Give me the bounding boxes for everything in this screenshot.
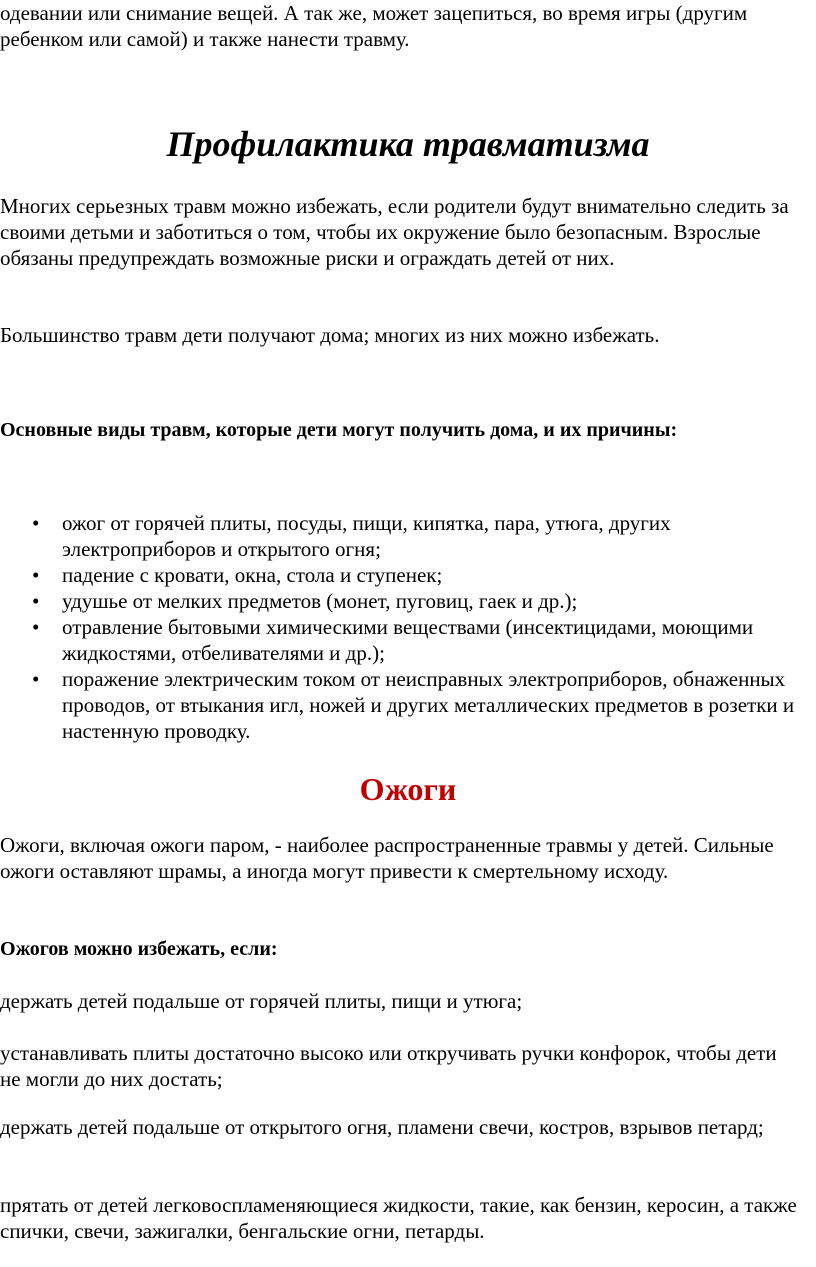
list-item-text: поражение электрическим током от неисправных электроприборов, обнаженных проводов, от втыкания игл, ножей и других металлических предметов в розетки и настенную проводку. xyxy=(62,667,795,743)
prevention-paragraph: Многих серьезных травм можно избежать, если родители будут внимательно следить за своими детьми и заботиться о том, чтобы их окружение было безопасным. Взрослые обязаны предупреждать возможные риски и ограждать детей от них. xyxy=(0,194,789,270)
injury-types-list xyxy=(0,510,812,744)
list-item-text: ожог от горячей плиты, посуды, пищи, кипятка, пара, утюга, других электроприборов и открытого огня; xyxy=(62,511,671,561)
burn-tip-2: устанавливать плиты достаточно высоко или откручивать ручки конфорок, чтобы дети не могли до них достать; xyxy=(0,1041,777,1091)
burn-tip-3: держать детей подальше от открытого огня, пламени свечи, костров, взрывов петард; xyxy=(0,1115,764,1139)
list-item xyxy=(0,510,812,562)
list-item xyxy=(0,562,812,588)
section-title-injury-prevention: Профилактика травматизма xyxy=(166,124,650,164)
list-item xyxy=(0,666,812,744)
list-item-text: отравление бытовыми химическими веществами (инсектицидами, моющими жидкостями, отбеливателями и др.); xyxy=(62,615,754,665)
list-item xyxy=(0,588,812,614)
burn-tip-1: держать детей подальше от горячей плиты, пищи и утюга; xyxy=(0,989,523,1013)
bullet-icon: • xyxy=(32,563,40,587)
burn-tip-4: прятать от детей легковоспламеняющиеся жидкости, такие, как бензин, керосин, а также спички, свечи, зажигалки, бенгальские огни, петарды. xyxy=(0,1193,797,1243)
bullet-icon: • xyxy=(32,667,40,691)
intro-paragraph: одевании или снимание вещей. А так же, может зацепиться, во время игры (другим ребенком или самой) и также нанести травму. xyxy=(0,1,748,51)
bullet-icon: • xyxy=(32,589,40,613)
bullet-icon: • xyxy=(32,615,40,639)
burns-avoid-heading: Ожогов можно избежать, если: xyxy=(0,938,278,960)
home-injuries-paragraph: Большинство травм дети получают дома; многих из них можно избежать. xyxy=(0,323,660,347)
injury-types-heading: Основные виды травм, которые дети могут получить дома, и их причины: xyxy=(0,419,678,441)
list-item xyxy=(0,614,812,666)
burns-paragraph: Ожоги, включая ожоги паром, - наиболее распространенные травмы у детей. Сильные ожоги оставляют шрамы, а иногда могут привести к смертельному исходу. xyxy=(0,833,774,883)
list-item-text: падение с кровати, окна, стола и ступенек; xyxy=(62,563,443,587)
section-title-burns: Ожоги xyxy=(359,771,457,807)
list-item-text: удушье от мелких предметов (монет, пуговиц, гаек и др.); xyxy=(62,589,578,613)
bullet-icon: • xyxy=(32,511,40,535)
